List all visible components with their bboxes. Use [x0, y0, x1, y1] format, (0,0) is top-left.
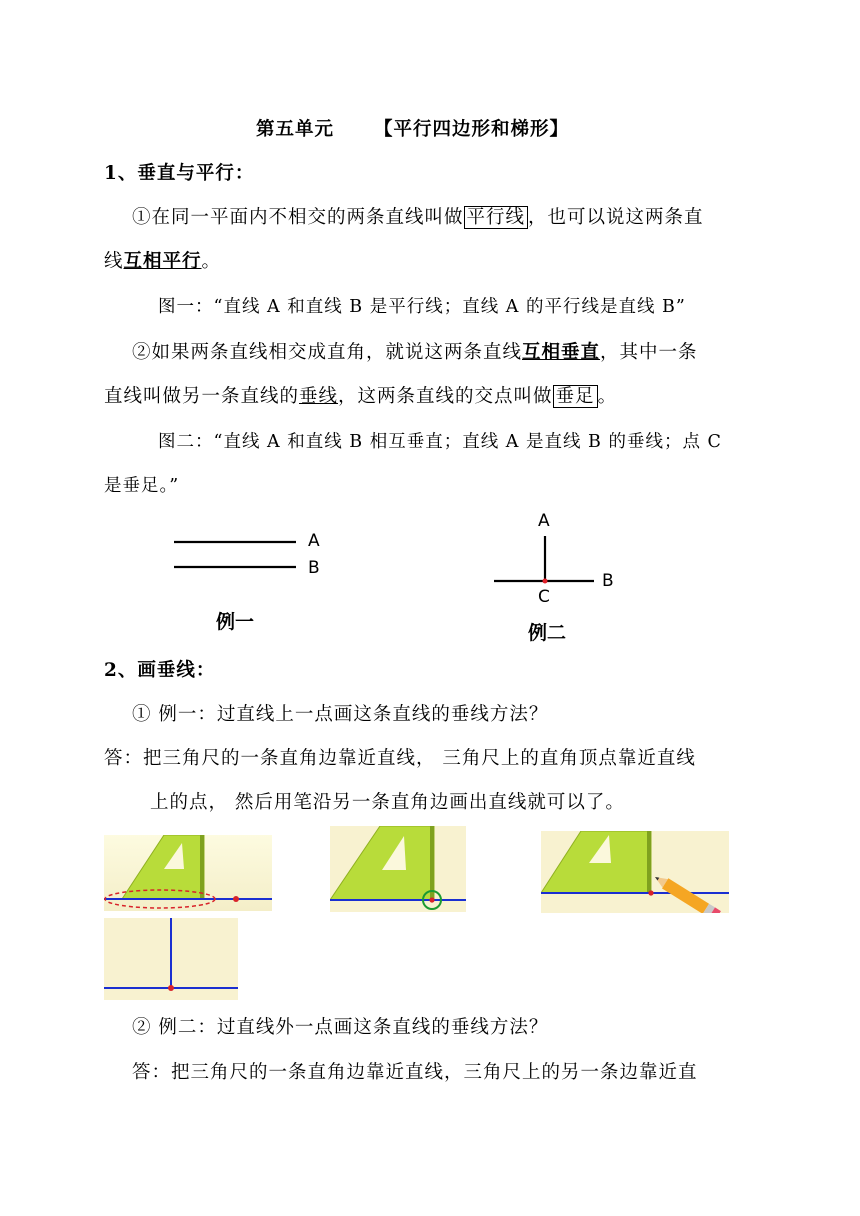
diagram-perpendicular — [490, 508, 630, 643]
paragraph-parallel: ①在同一平面内不相交的两条直线叫做 平行线 ，也可以说这两条直 — [132, 207, 704, 228]
term-mutually-parallel: 互相平行 — [123, 251, 202, 272]
perpendicular-lines-icon — [490, 508, 630, 608]
term-parallel-lines: 平行线 — [464, 206, 529, 229]
paragraph-perpendicular: ②如果两条直线相交成直角，就说这两条直线互相垂直，其中一条 — [132, 342, 698, 363]
diagram1-label-a: A — [308, 531, 320, 551]
term-perpendicular-line: 垂线 — [299, 386, 339, 407]
figure2-description-line1: 图二：“直线 A 和直线 B 相互垂直；直线 A 是直线 B 的垂线；点 C — [158, 432, 722, 452]
answer-2-line1: 答：把三角尺的一条直角边靠近直线，三角尺上的另一条边靠近直 — [132, 1062, 698, 1083]
paragraph-parallel-line2: 线互相平行。 — [104, 251, 222, 272]
topic-label: 【平行四边形和梯形】 — [374, 119, 570, 140]
section2-heading: 2、画垂线： — [104, 660, 216, 681]
term-mutually-perpendicular: 互相垂直 — [522, 342, 601, 363]
answer-1-line2: 上的点， 然后用笔沿另一条直角边画出直线就可以了。 — [150, 792, 625, 813]
unit-label: 第五单元 — [256, 119, 335, 140]
finished-perpendicular-icon — [104, 918, 238, 1000]
figure1-description: 图一：“直线 A 和直线 B 是平行线；直线 A 的平行线是直线 B” — [158, 297, 686, 317]
question-1: ① 例一：过直线上一点画这条直线的垂线方法？ — [132, 704, 549, 725]
paragraph-perpendicular-line2: 直线叫做另一条直线的垂线，这两条直线的交点叫做 垂足 。 — [104, 386, 618, 407]
step1-image — [104, 835, 272, 911]
set-square-aligned-icon — [330, 826, 466, 912]
diagram2-label-c: C — [538, 587, 550, 607]
answer-1-line1: 答：把三角尺的一条直角边靠近直线， 三角尺上的直角顶点靠近直线 — [104, 748, 696, 769]
diagram1-caption: 例一 — [216, 611, 255, 633]
question-2: ② 例二：过直线外一点画这条直线的垂线方法？ — [132, 1017, 549, 1038]
diagram2-label-a: A — [538, 511, 550, 531]
term-foot: 垂足 — [553, 385, 598, 408]
step3-image — [541, 831, 729, 913]
diagram-parallel — [170, 525, 340, 635]
step2-image — [330, 826, 466, 912]
section1-heading: 1、垂直与平行： — [104, 163, 255, 184]
diagram1-label-b: B — [308, 558, 320, 578]
diagram2-label-b: B — [602, 571, 614, 591]
page-title — [256, 118, 569, 142]
diagram2-caption: 例二 — [528, 622, 567, 644]
set-square-on-line-icon — [104, 835, 272, 911]
foot-point-icon — [543, 579, 548, 584]
step4-image — [104, 918, 238, 1000]
figure2-description-line2: 是垂足。” — [104, 476, 180, 496]
pencil-drawing-icon — [541, 831, 729, 913]
